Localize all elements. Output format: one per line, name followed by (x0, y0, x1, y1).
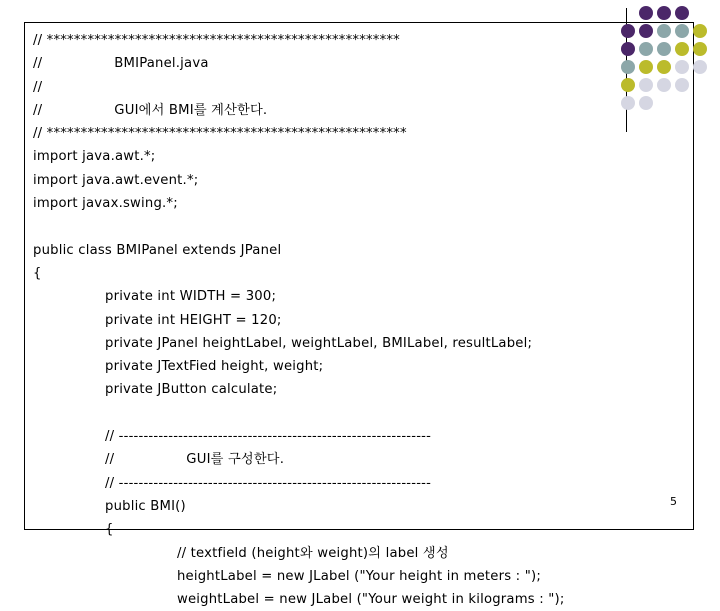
code-line: private int WIDTH = 300; (105, 289, 277, 305)
code-line: // BMIPanel.java (33, 56, 209, 72)
code-line (33, 215, 565, 238)
decorative-dot (657, 24, 671, 38)
code-line: { (105, 522, 114, 538)
code-line: private JButton calculate; (105, 382, 278, 398)
decorative-dot (675, 78, 689, 92)
decorative-dot (657, 78, 671, 92)
code-line: public BMI() (105, 498, 186, 514)
decorative-dot (621, 96, 635, 110)
code-line: import java.awt.event.*; (33, 172, 199, 188)
decorative-dot (639, 96, 653, 110)
decorative-dot (675, 60, 689, 74)
code-line: // --------------------------------------------------------------- (105, 475, 432, 491)
code-line: private JTextFied height, weight; (105, 359, 324, 375)
decorative-dot (657, 6, 671, 20)
code-line: // ***************************************************** (33, 126, 407, 142)
page-number: 5 (670, 495, 677, 508)
decorative-dot (639, 42, 653, 56)
decorative-dot (675, 42, 689, 56)
decorative-dot (693, 60, 707, 74)
code-line: // **************************************************** (33, 33, 400, 48)
decorative-dot (693, 24, 707, 38)
decorative-dot (675, 6, 689, 20)
code-line: // GUI를 구성한다. (105, 452, 285, 468)
code-line: public class BMIPanel extends JPanel (33, 242, 282, 258)
code-line (33, 402, 565, 425)
code-line: private JPanel heightLabel, weightLabel, BMILabel, resultLabel; (105, 335, 533, 351)
decorative-dot (621, 78, 635, 92)
code-line: // textfield (height와 weight)의 label 생성 (177, 545, 449, 561)
decorative-dot (639, 6, 653, 20)
decorative-dot (639, 78, 653, 92)
decorative-dot (675, 24, 689, 38)
code-line: weightLabel = new JLabel ("Your weight in kilograms : "); (177, 592, 565, 608)
decorative-dot (621, 60, 635, 74)
code-line: private int HEIGHT = 120; (105, 312, 282, 328)
decorative-dot (693, 42, 707, 56)
code-listing (33, 29, 565, 611)
decorative-dot (621, 42, 635, 56)
decorative-dot (639, 24, 653, 38)
decorative-dot (657, 60, 671, 74)
decorative-dot (657, 42, 671, 56)
code-line: import java.awt.*; (33, 149, 156, 165)
decorative-dot (639, 60, 653, 74)
code-line: import javax.swing.*; (33, 196, 178, 212)
code-line: heightLabel = new JLabel ("Your height in meters : "); (177, 568, 541, 584)
decorative-dot (621, 24, 635, 38)
code-line: // GUI에서 BMI를 계산한다. (33, 102, 268, 118)
code-line: // --------------------------------------------------------------- (105, 429, 432, 445)
code-line: { (33, 265, 42, 281)
code-line: // (33, 79, 43, 95)
